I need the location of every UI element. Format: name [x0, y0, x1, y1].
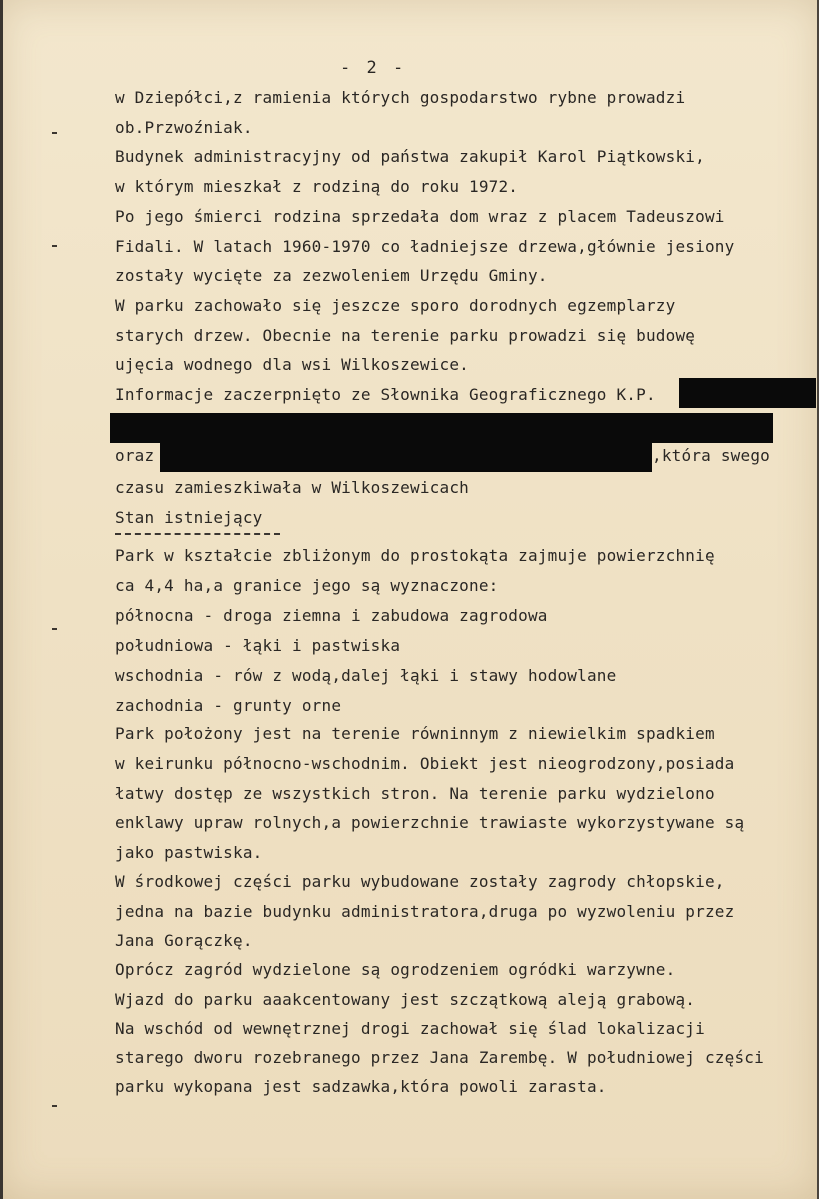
text-line: południowa - łąki i pastwiska	[115, 636, 401, 655]
section-heading: Stan istniejący	[115, 508, 263, 527]
text-line: Na wschód od wewnętrznej drogi zachował się ślad lokalizacji	[115, 1019, 705, 1038]
text-line: zachodnia - grunty orne	[115, 696, 342, 715]
text-line: jako pastwiska.	[115, 843, 263, 862]
text-line: w keirunku północno-wschodnim. Obiekt jest nieogrodzony,posiada	[115, 754, 735, 773]
text-line: Jana Gorączkę.	[115, 931, 253, 950]
text-line: w którym mieszkał z rodziną do roku 1972.	[115, 177, 519, 196]
margin-mark	[52, 628, 57, 630]
text-line: Budynek administracyjny od państwa zakupił Karol Piątkowski,	[115, 147, 705, 166]
text-line: wschodnia - rów z wodą,dalej łąki i stawy hodowlane	[115, 666, 617, 685]
text-line: Park położony jest na terenie równinnym z niewielkim spadkiem	[115, 724, 715, 743]
text-line: w Dziepółci,z ramienia których gospodarstwo rybne prowadzi	[115, 88, 686, 107]
page-number: - 2 -	[340, 58, 407, 78]
margin-mark	[52, 245, 57, 247]
text-line: enklawy upraw rolnych,a powierzchnie trawiaste wykorzystywane są	[115, 813, 745, 832]
margin-mark	[52, 1105, 57, 1107]
redaction-box	[160, 441, 652, 472]
margin-mark	[52, 132, 57, 134]
text-line: Wjazd do parku aaakcentowany jest szczątkową aleją grabową.	[115, 990, 696, 1009]
redaction-box	[110, 413, 773, 443]
text-line: ca 4,4 ha,a granice jego są wyznaczone:	[115, 576, 499, 595]
page-edge-left	[0, 0, 3, 1199]
text-line: ob.Przwoźniak.	[115, 118, 253, 137]
text-line: oraz	[115, 446, 155, 465]
text-line: W środkowej części parku wybudowane zostały zagrody chłopskie,	[115, 872, 725, 891]
redaction-box	[679, 378, 816, 408]
text-line: parku wykopana jest sadzawka,która powoli zarasta.	[115, 1077, 607, 1096]
text-line: Po jego śmierci rodzina sprzedała dom wraz z placem Tadeuszowi	[115, 207, 725, 226]
heading-underline	[115, 533, 280, 535]
text-line: Park w kształcie zbliżonym do prostokąta zajmuje powierzchnię	[115, 546, 715, 565]
text-line: jedna na bazie budynku administratora,druga po wyzwoleniu przez	[115, 902, 735, 921]
text-line: czasu zamieszkiwała w Wilkoszewicach	[115, 478, 469, 497]
text-line: północna - droga ziemna i zabudowa zagrodowa	[115, 606, 548, 625]
text-line: W parku zachowało się jeszcze sporo dorodnych egzemplarzy	[115, 296, 676, 315]
text-line: zostały wycięte za zezwoleniem Urzędu Gminy.	[115, 266, 548, 285]
text-line: Informacje zaczerpnięto ze Słownika Geograficznego K.P.	[115, 385, 656, 404]
text-line: starych drzew. Obecnie na terenie parku prowadzi się budowę	[115, 326, 696, 345]
text-line: Fidali. W latach 1960-1970 co ładniejsze drzewa,głównie jesiony	[115, 237, 735, 256]
text-line: ujęcia wodnego dla wsi Wilkoszewice.	[115, 355, 469, 374]
text-line: ,która swego	[652, 446, 770, 465]
text-line: Oprócz zagród wydzielone są ogrodzeniem ogródki warzywne.	[115, 960, 676, 979]
text-line: starego dworu rozebranego przez Jana Zarembę. W południowej części	[115, 1048, 764, 1067]
text-line: łatwy dostęp ze wszystkich stron. Na terenie parku wydzielono	[115, 784, 715, 803]
